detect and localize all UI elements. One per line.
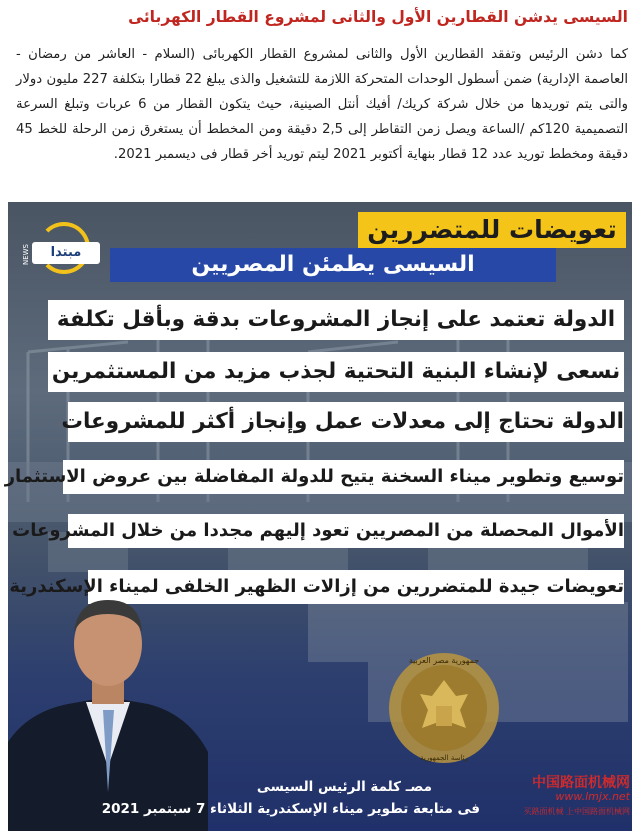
president-portrait (8, 592, 208, 831)
caption-line-2: فى متابعة تطوير ميناء الإسكندرية الثلاثاء 7 سبتمبر 2021 (101, 801, 480, 817)
caption-line-1: مصـ كلمة الرئيس السيسى (256, 779, 432, 795)
watermark-tagline: 买路面机械 上中国路面机械网 (523, 807, 630, 816)
egypt-presidency-emblem (386, 650, 502, 766)
quote-banner-3: الدولة تحتاج إلى معدلات عمل وإنجاز أكثر للمشروعات (68, 402, 624, 442)
article-headline: السيسى يدشن القطارين الأول والثانى لمشروع القطار الكهربائى (128, 8, 628, 26)
logo-name: مبتدا (32, 242, 100, 264)
quote-banner-1: الدولة تعتمد على إنجاز المشروعات بدقة وبأقل تكلفة (48, 300, 624, 340)
quote-banner-2: نسعى لإنشاء البنية التحتية لجذب مزيد من المستثمرين (48, 352, 624, 392)
quote-banner-6: تعويضات جيدة للمتضررين من إزالات الظهير الخلفى لميناء الإسكندرية (88, 570, 624, 604)
logo-news-tag: NEWS (22, 244, 30, 266)
watermark-site-name: 中国路面机械网 (532, 775, 630, 791)
emblem-text-2: رئاسة الجمهورية (420, 754, 468, 762)
quote-banner-4: توسيع وتطوير ميناء السخنة يتيح للدولة المفاضلة بين عروض الاستثمار (63, 460, 624, 494)
mobtada-logo (16, 216, 102, 278)
news-infographic (4, 202, 632, 831)
quote-banner-5: الأموال المحصلة من المصريين تعود إليهم مجددا من خلال المشروعات (68, 514, 624, 548)
site-watermark (478, 770, 634, 822)
infographic-title: تعويضات للمتضررين (358, 212, 626, 248)
infographic-subtitle: السيسى يطمئن المصريين (110, 248, 556, 282)
emblem-text: جمهورية مصر العربية (408, 656, 480, 665)
article-body: كما دشن الرئيس وتفقد القطارين الأول والثانى لمشروع القطار الكهربائى (السلام - العاشر من رمضان - العاصمة الإدارية) ضمن أسطول الوحدات المتحركة اللازمة للتشغيل والذى يبلغ 22 قطارا بتكلفة 227 مليون دولار والتى يتم توريدها من خلال شركة كريك/ أفيك أنتل الصينية، حيث يتكون القطار من 6 عربات وتبلغ السرعة التصميمية 120كم /الساعة ويصل زمن التقاطر إلى 2,5 دقيقة ومن المخطط أن يستغرق زمن الرحلة للخط 45 دقيقة ومخطط توريد عدد 12 قطار بنهاية أكتوبر 2021 ليتم توريد أخر قطار فى ديسمبر 2021. (16, 47, 629, 162)
watermark-url: www.lmjx.net (555, 790, 630, 803)
